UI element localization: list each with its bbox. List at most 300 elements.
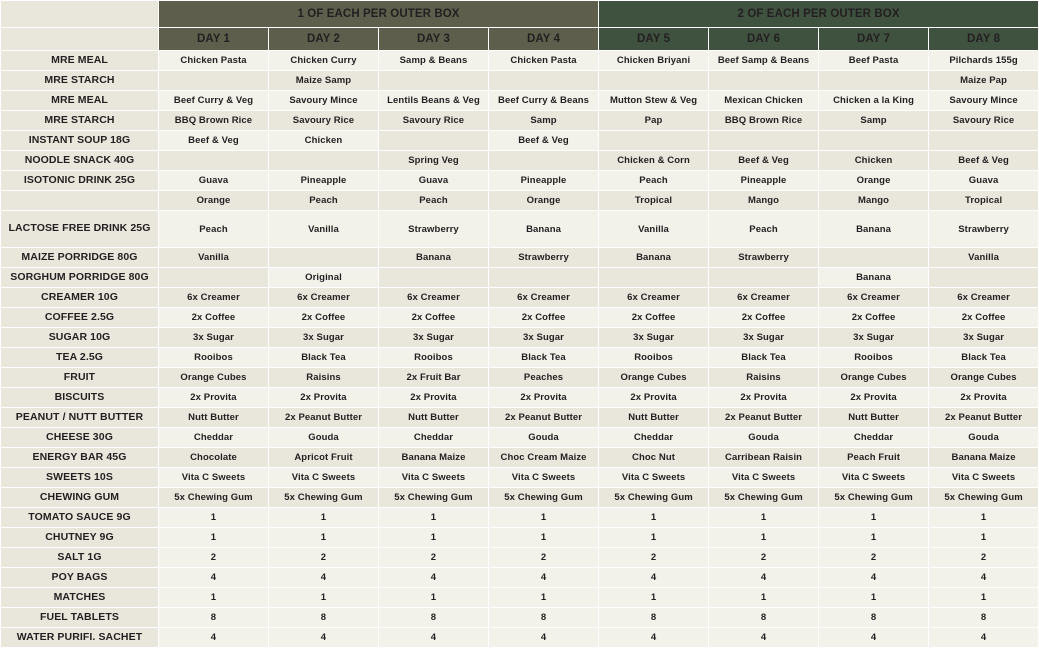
header-day-6: DAY 6 — [709, 28, 819, 51]
table-row — [1, 408, 1039, 428]
table-cell: 1 — [929, 508, 1039, 528]
table-cell — [599, 131, 709, 151]
table-cell — [599, 268, 709, 288]
table-cell: Beef Samp & Beans — [709, 51, 819, 71]
table-cell: 2x Provita — [819, 388, 929, 408]
table-cell: Guava — [159, 171, 269, 191]
row-label: PEANUT / NUTT BUTTER — [1, 408, 159, 428]
table-cell: 2x Peanut Butter — [929, 408, 1039, 428]
table-cell: 1 — [929, 588, 1039, 608]
header-day-8: DAY 8 — [929, 28, 1039, 51]
table-cell: 2x Peanut Butter — [269, 408, 379, 428]
table-cell: Orange — [819, 171, 929, 191]
table-cell: Mango — [709, 191, 819, 211]
table-cell: 1 — [159, 588, 269, 608]
table-cell: 4 — [269, 568, 379, 588]
table-row — [1, 588, 1039, 608]
row-label: MRE STARCH — [1, 111, 159, 131]
row-label: CHEWING GUM — [1, 488, 159, 508]
table-cell: 4 — [489, 568, 599, 588]
table-cell: Mexican Chicken — [709, 91, 819, 111]
table-cell: 6x Creamer — [819, 288, 929, 308]
table-row — [1, 448, 1039, 468]
table-cell: Savoury Mince — [269, 91, 379, 111]
table-cell: Strawberry — [709, 248, 819, 268]
table-cell: 2x Provita — [269, 388, 379, 408]
table-cell: 1 — [489, 528, 599, 548]
table-cell: Apricot Fruit — [269, 448, 379, 468]
table-cell: 8 — [159, 608, 269, 628]
table-cell: 5x Chewing Gum — [489, 488, 599, 508]
table-cell: Chocolate — [159, 448, 269, 468]
table-cell: Nutt Butter — [599, 408, 709, 428]
table-cell: 3x Sugar — [709, 328, 819, 348]
table-cell: 6x Creamer — [489, 288, 599, 308]
table-cell: 3x Sugar — [819, 328, 929, 348]
table-cell: 4 — [709, 628, 819, 648]
row-label: SUGAR 10G — [1, 328, 159, 348]
table-row — [1, 328, 1039, 348]
table-row — [1, 428, 1039, 448]
table-cell: 4 — [819, 568, 929, 588]
table-cell: 1 — [269, 508, 379, 528]
table-row — [1, 348, 1039, 368]
row-label: SALT 1G — [1, 548, 159, 568]
table-cell: Cheddar — [819, 428, 929, 448]
header-day-5: DAY 5 — [599, 28, 709, 51]
table-cell: Gouda — [269, 428, 379, 448]
table-cell: BBQ Brown Rice — [709, 111, 819, 131]
table-cell: Vita C Sweets — [379, 468, 489, 488]
table-row — [1, 528, 1039, 548]
table-cell: 8 — [489, 608, 599, 628]
table-body — [1, 51, 1039, 648]
table-cell: Vanilla — [599, 211, 709, 248]
table-cell: 6x Creamer — [379, 288, 489, 308]
table-cell: Orange Cubes — [159, 368, 269, 388]
table-cell: Rooibos — [379, 348, 489, 368]
table-row — [1, 568, 1039, 588]
table-cell: 2x Coffee — [929, 308, 1039, 328]
table-row — [1, 488, 1039, 508]
table-cell: Banana — [379, 248, 489, 268]
table-cell: 5x Chewing Gum — [709, 488, 819, 508]
table-row — [1, 388, 1039, 408]
table-cell: Maize Pap — [929, 71, 1039, 91]
table-cell: 5x Chewing Gum — [929, 488, 1039, 508]
table-cell: Cheddar — [599, 428, 709, 448]
table-cell: Pineapple — [269, 171, 379, 191]
table-cell: Cheddar — [379, 428, 489, 448]
table-cell: 5x Chewing Gum — [269, 488, 379, 508]
table-cell — [709, 71, 819, 91]
row-label: MATCHES — [1, 588, 159, 608]
table-cell: Vita C Sweets — [929, 468, 1039, 488]
table-cell: 4 — [599, 568, 709, 588]
table-cell: Orange Cubes — [929, 368, 1039, 388]
table-cell: 2x Peanut Butter — [489, 408, 599, 428]
table-cell: Choc Cream Maize — [489, 448, 599, 468]
table-row — [1, 191, 1039, 211]
table-row — [1, 468, 1039, 488]
table-cell: 2x Provita — [709, 388, 819, 408]
table-cell: Gouda — [489, 428, 599, 448]
table-cell: Spring Veg — [379, 151, 489, 171]
table-cell: Strawberry — [379, 211, 489, 248]
row-label: SORGHUM PORRIDGE 80G — [1, 268, 159, 288]
row-label: MRE STARCH — [1, 71, 159, 91]
table-cell: 1 — [379, 508, 489, 528]
table-cell: Vanilla — [929, 248, 1039, 268]
row-label: INSTANT SOUP 18G — [1, 131, 159, 151]
table-cell: Savoury Rice — [379, 111, 489, 131]
header-day-1: DAY 1 — [159, 28, 269, 51]
table-cell: Chicken & Corn — [599, 151, 709, 171]
table-cell — [819, 71, 929, 91]
table-cell: 2x Coffee — [379, 308, 489, 328]
table-cell: 1 — [269, 588, 379, 608]
table-cell: 2x Fruit Bar — [379, 368, 489, 388]
table-row — [1, 608, 1039, 628]
row-label: FUEL TABLETS — [1, 608, 159, 628]
table-cell: 2x Provita — [489, 388, 599, 408]
table-cell: 2 — [159, 548, 269, 568]
table-cell: 1 — [489, 588, 599, 608]
table-cell: 5x Chewing Gum — [159, 488, 269, 508]
table-cell: 2x Provita — [599, 388, 709, 408]
table-cell: Rooibos — [599, 348, 709, 368]
table-cell: 6x Creamer — [599, 288, 709, 308]
table-cell: Orange — [159, 191, 269, 211]
table-cell: Beef & Veg — [159, 131, 269, 151]
table-cell — [709, 131, 819, 151]
table-cell: 2x Provita — [929, 388, 1039, 408]
table-cell: Vita C Sweets — [819, 468, 929, 488]
row-label: CREAMER 10G — [1, 288, 159, 308]
table-cell: Strawberry — [489, 248, 599, 268]
table-cell: Chicken Pasta — [159, 51, 269, 71]
table-cell: 2x Coffee — [269, 308, 379, 328]
table-cell: 5x Chewing Gum — [819, 488, 929, 508]
row-label: WATER PURIFI. SACHET — [1, 628, 159, 648]
header-corner-blank — [1, 1, 159, 28]
table-cell: Samp & Beans — [379, 51, 489, 71]
table-cell: Pineapple — [489, 171, 599, 191]
table-row — [1, 548, 1039, 568]
table-cell: Mutton Stew & Veg — [599, 91, 709, 111]
table-cell: 4 — [489, 628, 599, 648]
table-cell: 6x Creamer — [929, 288, 1039, 308]
table-cell: 2x Coffee — [489, 308, 599, 328]
header-day-row — [1, 28, 1039, 51]
table-cell: 3x Sugar — [269, 328, 379, 348]
table-cell: Chicken Pasta — [489, 51, 599, 71]
header-row-label-blank — [1, 28, 159, 51]
table-cell: Banana — [489, 211, 599, 248]
table-cell: 2x Provita — [159, 388, 269, 408]
row-label: TOMATO SAUCE 9G — [1, 508, 159, 528]
table-row — [1, 248, 1039, 268]
table-cell: 1 — [159, 528, 269, 548]
table-cell — [489, 71, 599, 91]
row-label: CHUTNEY 9G — [1, 528, 159, 548]
table-cell: 8 — [819, 608, 929, 628]
table-cell: Orange — [489, 191, 599, 211]
table-cell: 4 — [819, 628, 929, 648]
header-group-b: 2 OF EACH PER OUTER BOX — [599, 1, 1039, 28]
table-cell: Peach — [599, 171, 709, 191]
table-cell: 5x Chewing Gum — [379, 488, 489, 508]
table-cell: Chicken — [819, 151, 929, 171]
table-row — [1, 308, 1039, 328]
table-cell: 1 — [709, 508, 819, 528]
table-cell: 4 — [929, 628, 1039, 648]
table-cell: 6x Creamer — [709, 288, 819, 308]
table-cell: Black Tea — [709, 348, 819, 368]
table-cell — [929, 268, 1039, 288]
table-cell: Guava — [929, 171, 1039, 191]
table-cell: 2 — [269, 548, 379, 568]
table-cell — [709, 268, 819, 288]
table-cell: Vita C Sweets — [159, 468, 269, 488]
table-cell: Strawberry — [929, 211, 1039, 248]
table-cell: Guava — [379, 171, 489, 191]
table-cell — [819, 248, 929, 268]
table-cell: 5x Chewing Gum — [599, 488, 709, 508]
row-label: MRE MEAL — [1, 51, 159, 71]
table-row — [1, 171, 1039, 191]
table-cell — [159, 268, 269, 288]
table-cell: Chicken Briyani — [599, 51, 709, 71]
table-cell: Vanilla — [159, 248, 269, 268]
table-cell: 4 — [599, 628, 709, 648]
header-day-4: DAY 4 — [489, 28, 599, 51]
table-cell: 1 — [599, 588, 709, 608]
table-cell: 1 — [159, 508, 269, 528]
table-row — [1, 51, 1039, 71]
table-cell — [379, 71, 489, 91]
table-row — [1, 151, 1039, 171]
table-cell: Pilchards 155g — [929, 51, 1039, 71]
table-cell: 4 — [159, 628, 269, 648]
table-row — [1, 508, 1039, 528]
table-cell — [599, 71, 709, 91]
row-label: FRUIT — [1, 368, 159, 388]
table-cell: 1 — [709, 588, 819, 608]
table-cell: 2 — [929, 548, 1039, 568]
table-cell: 8 — [599, 608, 709, 628]
table-cell: Peach Fruit — [819, 448, 929, 468]
table-cell: Mango — [819, 191, 929, 211]
table-cell: 3x Sugar — [599, 328, 709, 348]
table-cell: Orange Cubes — [819, 368, 929, 388]
table-cell: Gouda — [929, 428, 1039, 448]
table-cell: 2x Peanut Butter — [709, 408, 819, 428]
table-cell — [159, 151, 269, 171]
table-cell: Choc Nut — [599, 448, 709, 468]
table-cell: Beef & Veg — [489, 131, 599, 151]
table-cell: Nutt Butter — [159, 408, 269, 428]
table-cell: 8 — [929, 608, 1039, 628]
table-cell: 3x Sugar — [379, 328, 489, 348]
table-cell — [489, 268, 599, 288]
table-cell: Savoury Rice — [929, 111, 1039, 131]
table-cell: 1 — [599, 508, 709, 528]
table-cell: 1 — [929, 528, 1039, 548]
table-cell — [379, 131, 489, 151]
table-cell: Banana — [819, 211, 929, 248]
table-cell: Nutt Butter — [819, 408, 929, 428]
table-cell: 8 — [269, 608, 379, 628]
table-cell: Samp — [819, 111, 929, 131]
table-cell: Black Tea — [269, 348, 379, 368]
table-cell: 1 — [819, 508, 929, 528]
table-cell: Peach — [379, 191, 489, 211]
table-cell: 1 — [489, 508, 599, 528]
table-header — [1, 1, 1039, 51]
table-cell: 2 — [489, 548, 599, 568]
header-day-3: DAY 3 — [379, 28, 489, 51]
table-cell — [379, 268, 489, 288]
table-cell: 1 — [379, 588, 489, 608]
table-cell: 8 — [709, 608, 819, 628]
table-cell — [269, 151, 379, 171]
table-cell: Raisins — [709, 368, 819, 388]
table-cell — [489, 151, 599, 171]
table-cell: 4 — [379, 628, 489, 648]
table-cell: Black Tea — [489, 348, 599, 368]
table-cell: Pap — [599, 111, 709, 131]
row-label: ISOTONIC DRINK 25G — [1, 171, 159, 191]
table-cell: Savoury Rice — [269, 111, 379, 131]
table-cell — [159, 71, 269, 91]
table-cell: 2x Coffee — [709, 308, 819, 328]
table-cell: 4 — [159, 568, 269, 588]
table-cell: 2x Coffee — [819, 308, 929, 328]
table-cell — [269, 248, 379, 268]
table-cell: 3x Sugar — [929, 328, 1039, 348]
table-cell: Black Tea — [929, 348, 1039, 368]
table-cell: 3x Sugar — [489, 328, 599, 348]
table-cell: Beef Curry & Veg — [159, 91, 269, 111]
table-cell: Peach — [269, 191, 379, 211]
table-cell: 1 — [269, 528, 379, 548]
table-cell: 2 — [599, 548, 709, 568]
row-label: NOODLE SNACK 40G — [1, 151, 159, 171]
table-cell: Tropical — [929, 191, 1039, 211]
table-cell: Vita C Sweets — [489, 468, 599, 488]
table-row — [1, 288, 1039, 308]
table-cell: 1 — [819, 528, 929, 548]
table-cell: 4 — [929, 568, 1039, 588]
row-label: COFFEE 2.5G — [1, 308, 159, 328]
table-cell: Maize Samp — [269, 71, 379, 91]
table-cell: 6x Creamer — [159, 288, 269, 308]
table-cell: Beef Curry & Beans — [489, 91, 599, 111]
table-cell: 2x Coffee — [159, 308, 269, 328]
table-row — [1, 211, 1039, 248]
row-label: MRE MEAL — [1, 91, 159, 111]
table-row — [1, 111, 1039, 131]
table-cell: 1 — [379, 528, 489, 548]
table-cell: Vanilla — [269, 211, 379, 248]
table-row — [1, 91, 1039, 111]
table-row — [1, 71, 1039, 91]
table-cell — [819, 131, 929, 151]
table-cell: 1 — [709, 528, 819, 548]
table-cell: Peaches — [489, 368, 599, 388]
table-cell: 4 — [269, 628, 379, 648]
table-cell: 8 — [379, 608, 489, 628]
table-cell: Savoury Mince — [929, 91, 1039, 111]
table-cell: 1 — [819, 588, 929, 608]
table-cell: Rooibos — [159, 348, 269, 368]
table-cell: Peach — [709, 211, 819, 248]
header-day-7: DAY 7 — [819, 28, 929, 51]
row-label: LACTOSE FREE DRINK 25G — [1, 211, 159, 248]
table-cell: Carribean Raisin — [709, 448, 819, 468]
table-row — [1, 628, 1039, 648]
table-cell: Chicken Curry — [269, 51, 379, 71]
row-label — [1, 191, 159, 211]
table-cell: Banana — [599, 248, 709, 268]
table-cell: 4 — [379, 568, 489, 588]
row-label: TEA 2.5G — [1, 348, 159, 368]
row-label: POY BAGS — [1, 568, 159, 588]
table-cell: Original — [269, 268, 379, 288]
table-cell: Gouda — [709, 428, 819, 448]
table-row — [1, 268, 1039, 288]
table-cell: Chicken — [269, 131, 379, 151]
table-cell: Lentils Beans & Veg — [379, 91, 489, 111]
table-row — [1, 131, 1039, 151]
table-cell: Cheddar — [159, 428, 269, 448]
table-cell: 1 — [599, 528, 709, 548]
table-cell: Beef Pasta — [819, 51, 929, 71]
table-cell: Peach — [159, 211, 269, 248]
table-cell: Orange Cubes — [599, 368, 709, 388]
table-cell: BBQ Brown Rice — [159, 111, 269, 131]
table-cell: Chicken a la King — [819, 91, 929, 111]
table-cell: Pineapple — [709, 171, 819, 191]
table-cell: Beef & Veg — [709, 151, 819, 171]
table-cell — [929, 131, 1039, 151]
table-cell: Beef & Veg — [929, 151, 1039, 171]
row-label: ENERGY BAR 45G — [1, 448, 159, 468]
table-cell: Tropical — [599, 191, 709, 211]
table-cell: 2 — [819, 548, 929, 568]
table-cell: 2x Coffee — [599, 308, 709, 328]
table-cell: Banana Maize — [929, 448, 1039, 468]
table-cell: Vita C Sweets — [269, 468, 379, 488]
row-label: MAIZE PORRIDGE 80G — [1, 248, 159, 268]
row-label: SWEETS 10S — [1, 468, 159, 488]
table-cell: Raisins — [269, 368, 379, 388]
row-label: BISCUITS — [1, 388, 159, 408]
table-cell: 2 — [379, 548, 489, 568]
table-cell: Samp — [489, 111, 599, 131]
table-cell: 6x Creamer — [269, 288, 379, 308]
table-cell: 4 — [709, 568, 819, 588]
table-cell: Banana Maize — [379, 448, 489, 468]
table-cell: Rooibos — [819, 348, 929, 368]
table-row — [1, 368, 1039, 388]
header-group-row — [1, 1, 1039, 28]
row-label: CHEESE 30G — [1, 428, 159, 448]
header-group-a: 1 OF EACH PER OUTER BOX — [159, 1, 599, 28]
header-day-2: DAY 2 — [269, 28, 379, 51]
table-cell: Vita C Sweets — [599, 468, 709, 488]
